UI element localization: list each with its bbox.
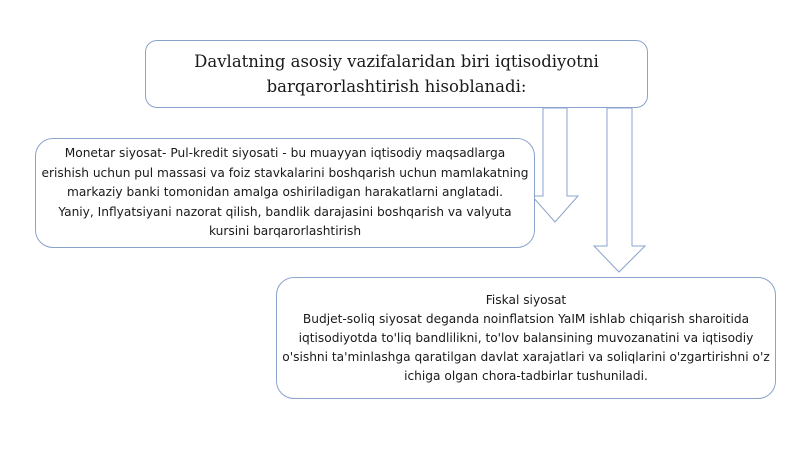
monetary-policy-box (35, 138, 535, 248)
fiscal-policy-box (276, 277, 776, 399)
fiscal-policy-line: iqtisodiyotda to'liq bandlilikni, to'lov balansining muvozanatini va iqtisodiy (298, 330, 754, 345)
arrow-to-monetary (532, 108, 578, 222)
fiscal-policy-line: ichiga olgan chora-tadbirlar tushuniladi. (404, 368, 648, 383)
fiscal-policy-line: o'sishni ta'minlashga qaratilgan davlat xarajatlari va soliqlarini o'zgartirishni o'z (282, 349, 770, 364)
arrow-to-fiscal (594, 108, 645, 272)
main-statement-line: Davlatning asosiy vazifalaridan biri iqtisodiyotni (194, 52, 599, 71)
main-statement-line: barqarorlashtirish hisoblanadi: (266, 77, 527, 96)
monetary-policy-line: erishish uchun pul massasi va foiz stavkalarini boshqarish uchun mamlakatning (41, 165, 529, 180)
fiscal-policy-line: Budjet-soliq siyosat deganda noinflatsion YaIM ishlab chiqarish sharoitida (302, 311, 750, 326)
monetary-policy-line: Yaniy, Inflyatsiyani nazorat qilish, bandlik darajasini boshqarish va valyuta (58, 204, 512, 219)
monetary-policy-line: kursini barqarorlashtirish (208, 224, 362, 239)
fiscal-policy-title: Fiskal siyosat (485, 292, 567, 307)
monetary-policy-line: markaziy banki tomonidan amalga oshiriladigan harakatlarni anglatadi. (66, 185, 504, 200)
monetary-policy-line: Monetar siyosat- Pul-kredit siyosati - bu muayyan iqtisodiy maqsadlarga (64, 146, 506, 161)
main-statement-box (145, 40, 648, 108)
